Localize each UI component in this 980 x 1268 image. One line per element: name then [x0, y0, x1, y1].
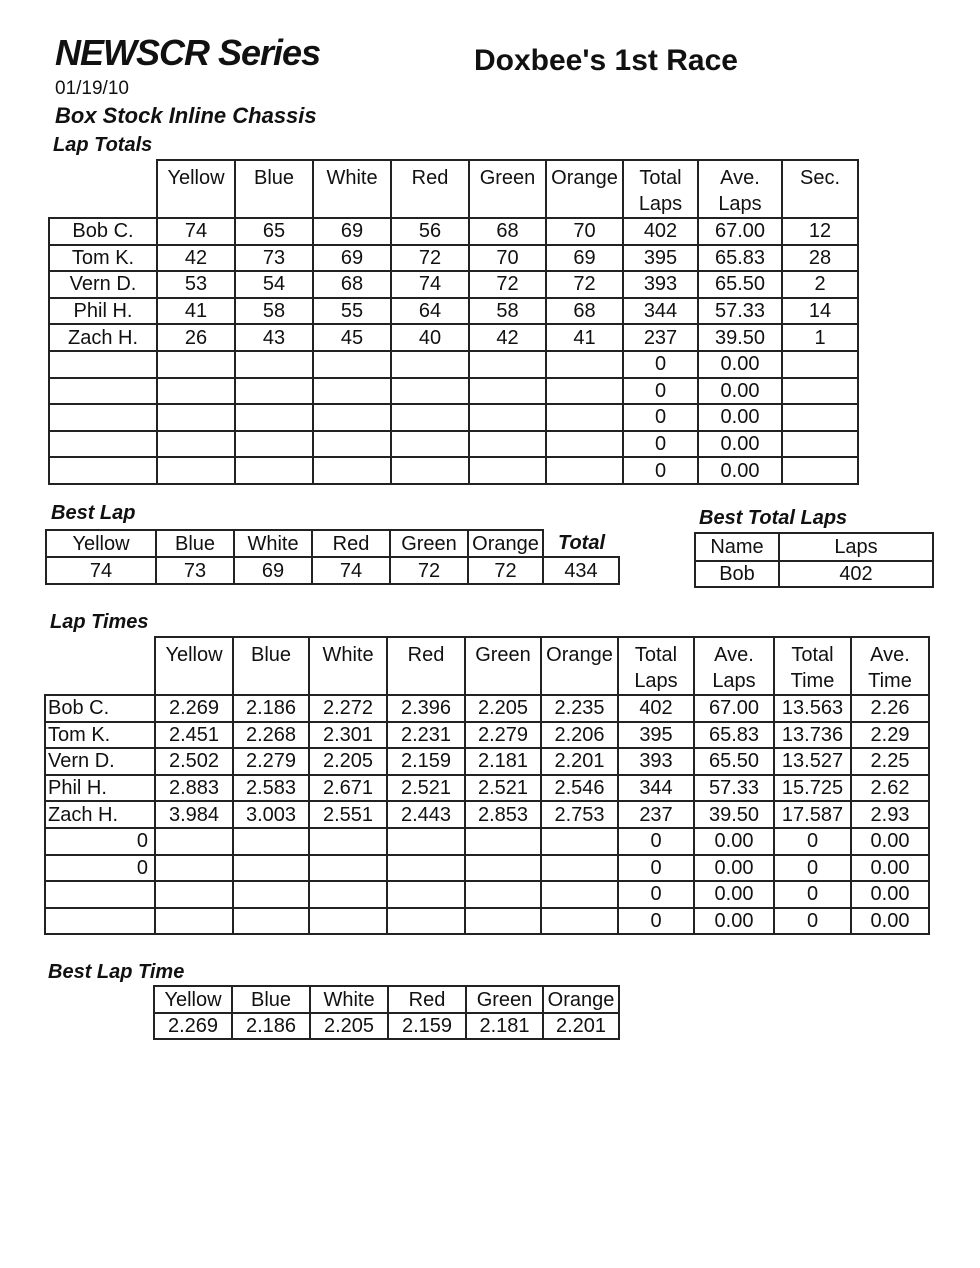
column-header: Yellow: [157, 160, 235, 218]
lap-time: 0: [774, 908, 851, 935]
lap-time: 2.93: [851, 801, 929, 828]
lap-time: 0: [618, 855, 694, 882]
lap-count: 39.50: [698, 324, 782, 351]
lap-time: [155, 908, 233, 935]
lap-times-row: [45, 722, 929, 749]
lap-count: 69: [313, 245, 391, 272]
lap-count: 28: [782, 245, 858, 272]
best-lap-time-value: 2.201: [543, 1013, 619, 1039]
lap-time: 2.451: [155, 722, 233, 749]
lap-count: [157, 457, 235, 484]
lap-totals-row: [49, 324, 858, 351]
lap-count: 68: [469, 218, 546, 245]
lap-time: [465, 828, 541, 855]
lap-time: 2.201: [541, 748, 618, 775]
lap-count: [235, 404, 313, 431]
column-header: Sec.: [782, 160, 858, 218]
column-header: Blue: [233, 637, 309, 695]
header-row: [695, 533, 933, 561]
lap-time: 0.00: [851, 855, 929, 882]
lap-totals-row: [49, 298, 858, 325]
lap-count: [313, 351, 391, 378]
lap-count: [546, 404, 623, 431]
column-header: Name: [695, 533, 779, 561]
lap-count: [546, 378, 623, 405]
lap-count: [157, 431, 235, 458]
column-header: Red: [388, 986, 466, 1013]
racer-name: Phil H.: [49, 298, 157, 325]
race-date: 01/19/10: [55, 78, 129, 99]
lap-count: [157, 351, 235, 378]
race-class: Box Stock Inline Chassis: [55, 103, 317, 128]
lap-time: 0.00: [694, 828, 774, 855]
lap-time: 2.551: [309, 801, 387, 828]
lap-totals-row: [49, 431, 858, 458]
lap-count: [313, 378, 391, 405]
best-lap-heading: Best Lap: [51, 502, 136, 524]
lap-totals-heading: Lap Totals: [53, 134, 153, 156]
lap-count: [313, 404, 391, 431]
lap-time: 237: [618, 801, 694, 828]
lap-time: 2.853: [465, 801, 541, 828]
lap-count: [782, 351, 858, 378]
lap-count: 72: [469, 271, 546, 298]
column-header: Red: [391, 160, 469, 218]
lap-totals-row: [49, 218, 858, 245]
lap-count: 0.00: [698, 457, 782, 484]
column-header: Blue: [232, 986, 310, 1013]
lap-time: 0.00: [851, 828, 929, 855]
best-lap-time-value: 2.269: [154, 1013, 232, 1039]
lap-time: 0: [774, 828, 851, 855]
column-header: Green: [466, 986, 543, 1013]
lap-count: 69: [546, 245, 623, 272]
lap-count: [469, 404, 546, 431]
lap-count: 45: [313, 324, 391, 351]
lap-time: 2.883: [155, 775, 233, 802]
lap-count: 0: [623, 351, 698, 378]
lap-time: 17.587: [774, 801, 851, 828]
racer-name: Bob C.: [45, 695, 155, 722]
racer-name: Bob C.: [49, 218, 157, 245]
lap-time: 3.003: [233, 801, 309, 828]
lap-times-row: [45, 881, 929, 908]
column-header: Ave. Laps: [694, 637, 774, 695]
column-header: Total: [557, 532, 606, 554]
column-header: White: [309, 637, 387, 695]
lap-time: 0.00: [694, 908, 774, 935]
lap-count: 55: [313, 298, 391, 325]
racer-name: Phil H.: [45, 775, 155, 802]
lap-count: [546, 431, 623, 458]
lap-count: [782, 378, 858, 405]
lap-count: 0: [623, 431, 698, 458]
lap-time: 2.443: [387, 801, 465, 828]
column-header: Blue: [235, 160, 313, 218]
header-row: [154, 986, 619, 1013]
lap-count: 0.00: [698, 378, 782, 405]
lap-count: 65: [235, 218, 313, 245]
lap-time: 2.546: [541, 775, 618, 802]
lap-count: 54: [235, 271, 313, 298]
lap-time: [541, 855, 618, 882]
lap-time: [309, 828, 387, 855]
lap-count: 0: [623, 404, 698, 431]
lap-time: 0.00: [851, 881, 929, 908]
lap-time: 0.00: [694, 855, 774, 882]
lap-time: 13.527: [774, 748, 851, 775]
lap-time: 2.231: [387, 722, 465, 749]
lap-times-row: [45, 908, 929, 935]
lap-count: 73: [235, 245, 313, 272]
lap-time: 2.159: [387, 748, 465, 775]
lap-count: 0: [623, 378, 698, 405]
lap-time: [309, 855, 387, 882]
best-lap-value: 73: [156, 557, 234, 584]
lap-count: 43: [235, 324, 313, 351]
lap-count: 14: [782, 298, 858, 325]
lap-time: [465, 908, 541, 935]
best-lap-table: [45, 529, 620, 585]
lap-time: 0: [618, 908, 694, 935]
lap-count: [469, 378, 546, 405]
best-lap-value: 74: [312, 557, 390, 584]
lap-totals-row: [49, 351, 858, 378]
racer-name: [49, 404, 157, 431]
racer-name: [49, 351, 157, 378]
best-total-value: Bob: [695, 561, 779, 587]
lap-time: [233, 881, 309, 908]
lap-count: [469, 431, 546, 458]
lap-count: 68: [546, 298, 623, 325]
lap-times-row: [45, 775, 929, 802]
racer-name: [45, 908, 155, 935]
lap-time: 2.502: [155, 748, 233, 775]
lap-time: 2.521: [465, 775, 541, 802]
lap-time: [541, 828, 618, 855]
best-total-value: 402: [779, 561, 933, 587]
lap-count: 70: [546, 218, 623, 245]
best-lap-value: 69: [234, 557, 312, 584]
lap-time: 65.50: [694, 748, 774, 775]
lap-time: 57.33: [694, 775, 774, 802]
lap-time: [155, 828, 233, 855]
lap-count: [313, 431, 391, 458]
racer-name: [49, 457, 157, 484]
lap-time: [233, 828, 309, 855]
lap-count: 65.50: [698, 271, 782, 298]
lap-count: 42: [157, 245, 235, 272]
lap-time: 13.736: [774, 722, 851, 749]
lap-times-row: [45, 855, 929, 882]
lap-count: 2: [782, 271, 858, 298]
lap-count: [782, 404, 858, 431]
lap-count: 41: [546, 324, 623, 351]
racer-name: [45, 881, 155, 908]
lap-time: 395: [618, 722, 694, 749]
lap-time: [155, 855, 233, 882]
racer-name: Zach H.: [45, 801, 155, 828]
lap-count: 57.33: [698, 298, 782, 325]
lap-time: 2.671: [309, 775, 387, 802]
racer-name: [49, 378, 157, 405]
lap-times-table: [44, 636, 930, 935]
lap-count: 72: [546, 271, 623, 298]
lap-time: 2.269: [155, 695, 233, 722]
column-header: White: [234, 530, 312, 557]
lap-time: 2.272: [309, 695, 387, 722]
lap-totals-row: [49, 457, 858, 484]
column-header: Total Laps: [623, 160, 698, 218]
corner-cell: [45, 637, 155, 695]
lap-count: [391, 404, 469, 431]
lap-count: [157, 378, 235, 405]
lap-count: [782, 457, 858, 484]
lap-time: [155, 881, 233, 908]
lap-time: 2.25: [851, 748, 929, 775]
lap-time: 402: [618, 695, 694, 722]
lap-time: 3.984: [155, 801, 233, 828]
lap-time: 2.62: [851, 775, 929, 802]
lap-times-row: [45, 695, 929, 722]
lap-time: [233, 908, 309, 935]
lap-time: [541, 908, 618, 935]
lap-totals-row: [49, 378, 858, 405]
value-row: [695, 561, 933, 587]
lap-times-row: [45, 828, 929, 855]
lap-count: [313, 457, 391, 484]
lap-time: 39.50: [694, 801, 774, 828]
lap-time: 0: [774, 881, 851, 908]
lap-totals-row: [49, 404, 858, 431]
lap-time: 15.725: [774, 775, 851, 802]
lap-count: [391, 378, 469, 405]
lap-count: 0: [623, 457, 698, 484]
lap-count: [546, 351, 623, 378]
value-row: [46, 557, 619, 584]
best-lap-value: 74: [46, 557, 156, 584]
lap-time: 2.205: [465, 695, 541, 722]
lap-time: 0: [618, 828, 694, 855]
column-header: Orange: [543, 986, 619, 1013]
lap-time: [309, 908, 387, 935]
lap-count: 68: [313, 271, 391, 298]
best-lap-time-value: 2.159: [388, 1013, 466, 1039]
lap-count: 74: [157, 218, 235, 245]
lap-count: 1: [782, 324, 858, 351]
lap-count: 0.00: [698, 351, 782, 378]
best-lap-value: 434: [543, 557, 619, 584]
lap-time: [541, 881, 618, 908]
best-lap-time-value: 2.205: [310, 1013, 388, 1039]
lap-time: 2.279: [465, 722, 541, 749]
column-header: Orange: [541, 637, 618, 695]
lap-times-row: [45, 748, 929, 775]
lap-time: [387, 881, 465, 908]
racer-name: 0: [45, 855, 155, 882]
lap-time: [465, 855, 541, 882]
column-header: Ave. Laps: [698, 160, 782, 218]
lap-time: [387, 908, 465, 935]
racer-name: Vern D.: [49, 271, 157, 298]
racer-name: Zach H.: [49, 324, 157, 351]
column-header: Yellow: [154, 986, 232, 1013]
corner-cell: [49, 160, 157, 218]
best-lap-value: 72: [390, 557, 468, 584]
lap-time: 0.00: [694, 881, 774, 908]
lap-count: 237: [623, 324, 698, 351]
column-header: Green: [390, 530, 468, 557]
lap-totals-row: [49, 245, 858, 272]
lap-count: 393: [623, 271, 698, 298]
lap-count: 395: [623, 245, 698, 272]
lap-count: 0.00: [698, 431, 782, 458]
racer-name: 0: [45, 828, 155, 855]
best-total-laps-table: [694, 532, 934, 588]
lap-count: 26: [157, 324, 235, 351]
racer-name: Vern D.: [45, 748, 155, 775]
lap-time: [387, 828, 465, 855]
lap-count: [157, 404, 235, 431]
best-lap-time-heading: Best Lap Time: [48, 961, 185, 983]
lap-time: 344: [618, 775, 694, 802]
best-lap-time-table: [153, 985, 620, 1040]
lap-count: 74: [391, 271, 469, 298]
lap-count: 40: [391, 324, 469, 351]
lap-time: 2.279: [233, 748, 309, 775]
column-header: Yellow: [155, 637, 233, 695]
lap-time: 0.00: [851, 908, 929, 935]
column-header: White: [310, 986, 388, 1013]
lap-times-row: [45, 801, 929, 828]
lap-time: 2.186: [233, 695, 309, 722]
lap-time: 2.181: [465, 748, 541, 775]
column-header: Laps: [779, 533, 933, 561]
racer-name: [49, 431, 157, 458]
lap-count: 58: [235, 298, 313, 325]
lap-count: [235, 457, 313, 484]
lap-count: 402: [623, 218, 698, 245]
lap-time: 65.83: [694, 722, 774, 749]
column-header: Green: [469, 160, 546, 218]
lap-time: 2.29: [851, 722, 929, 749]
header-row: [49, 160, 858, 218]
lap-totals-table: [48, 159, 859, 485]
lap-time: 2.268: [233, 722, 309, 749]
lap-count: 41: [157, 298, 235, 325]
lap-count: 56: [391, 218, 469, 245]
lap-time: 2.583: [233, 775, 309, 802]
lap-count: [546, 457, 623, 484]
column-header: Orange: [546, 160, 623, 218]
lap-count: 344: [623, 298, 698, 325]
lap-time: 2.235: [541, 695, 618, 722]
lap-count: [235, 378, 313, 405]
lap-count: [391, 351, 469, 378]
best-lap-time-value: 2.186: [232, 1013, 310, 1039]
racer-name: Tom K.: [45, 722, 155, 749]
lap-count: [469, 351, 546, 378]
lap-count: 58: [469, 298, 546, 325]
lap-time: [233, 855, 309, 882]
lap-times-heading: Lap Times: [50, 611, 149, 633]
lap-count: 12: [782, 218, 858, 245]
race-title: Doxbee's 1st Race: [474, 44, 738, 77]
lap-time: [309, 881, 387, 908]
lap-count: [782, 431, 858, 458]
lap-count: 64: [391, 298, 469, 325]
column-header: Green: [465, 637, 541, 695]
lap-count: [391, 431, 469, 458]
lap-time: 2.206: [541, 722, 618, 749]
lap-count: 42: [469, 324, 546, 351]
lap-time: 2.753: [541, 801, 618, 828]
lap-time: 0: [774, 855, 851, 882]
lap-time: [465, 881, 541, 908]
lap-count: 72: [391, 245, 469, 272]
lap-count: [235, 431, 313, 458]
lap-time: 2.26: [851, 695, 929, 722]
column-header: Red: [387, 637, 465, 695]
lap-count: 65.83: [698, 245, 782, 272]
best-total-laps-heading: Best Total Laps: [699, 507, 848, 529]
lap-totals-row: [49, 271, 858, 298]
lap-time: 2.301: [309, 722, 387, 749]
series-title: NEWSCR Series: [55, 32, 321, 73]
column-header: Blue: [156, 530, 234, 557]
lap-count: 69: [313, 218, 391, 245]
lap-time: [387, 855, 465, 882]
lap-count: 0.00: [698, 404, 782, 431]
column-header: Red: [312, 530, 390, 557]
lap-time: 393: [618, 748, 694, 775]
lap-count: 53: [157, 271, 235, 298]
column-header: White: [313, 160, 391, 218]
lap-count: 70: [469, 245, 546, 272]
lap-time: 0: [618, 881, 694, 908]
lap-time: 2.205: [309, 748, 387, 775]
value-row: [154, 1013, 619, 1039]
lap-time: 2.521: [387, 775, 465, 802]
best-lap-value: 72: [468, 557, 543, 584]
racer-name: Tom K.: [49, 245, 157, 272]
lap-time: 67.00: [694, 695, 774, 722]
best-lap-time-value: 2.181: [466, 1013, 543, 1039]
lap-time: 2.396: [387, 695, 465, 722]
column-header: Orange: [468, 530, 543, 557]
column-header: Total Time: [774, 637, 851, 695]
lap-time: 13.563: [774, 695, 851, 722]
lap-count: [235, 351, 313, 378]
lap-count: [469, 457, 546, 484]
column-header: Yellow: [46, 530, 156, 557]
column-header: Total Laps: [618, 637, 694, 695]
header-row: [45, 637, 929, 695]
header-row: [46, 530, 619, 557]
column-header: Ave. Time: [851, 637, 929, 695]
lap-count: [391, 457, 469, 484]
lap-count: 67.00: [698, 218, 782, 245]
